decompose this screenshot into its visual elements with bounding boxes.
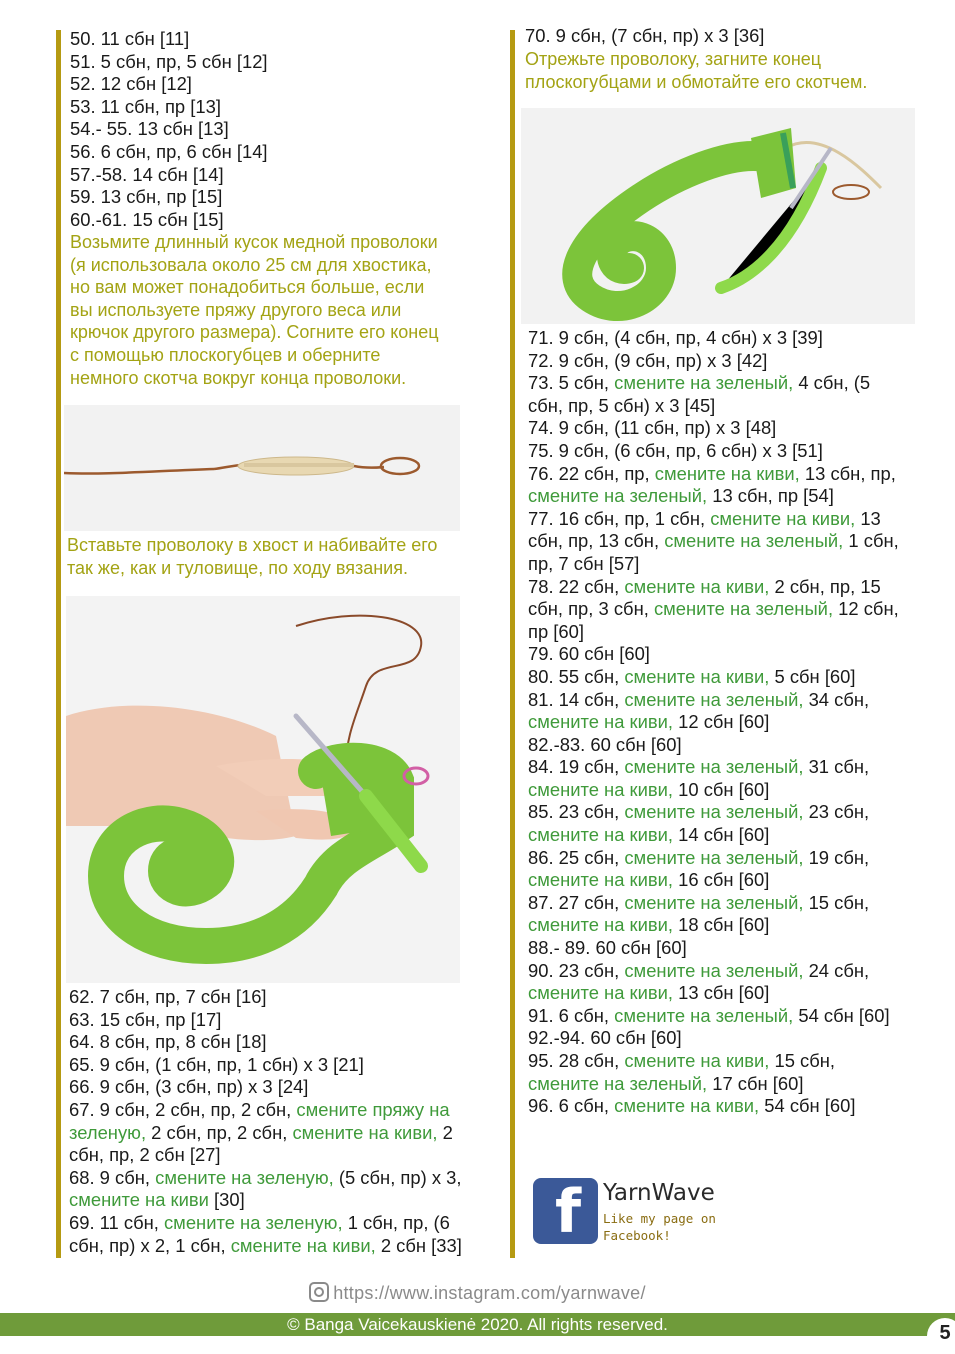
- pattern-row-line: [528, 508, 899, 531]
- stitch-text: 71. 9 сбн, (4 сбн, пр, 4 сбн) х 3 [39]: [528, 327, 823, 348]
- color-change-text: смените на киви,: [528, 824, 674, 846]
- pattern-row-line: [528, 1005, 899, 1028]
- color-change-text: смените на киви,: [528, 914, 674, 936]
- pattern-row-line: [528, 1073, 899, 1096]
- stitch-text: 18 сбн [60]: [673, 914, 770, 936]
- pattern-row-line: [528, 372, 899, 395]
- stitch-text: 90. 23 сбн,: [528, 959, 625, 981]
- stitch-text: 91. 6 сбн,: [528, 1004, 615, 1026]
- pattern-row-line: [528, 553, 899, 576]
- pattern-row-line: [528, 847, 899, 870]
- facebook-icon: f: [533, 1178, 598, 1244]
- pattern-row-line: [528, 982, 899, 1005]
- text-line: 54.- 55. 13 сбн [13]: [70, 118, 229, 140]
- facebook-badge[interactable]: [533, 1178, 733, 1248]
- pattern-row-line: [69, 1189, 462, 1212]
- pattern-row-line: [528, 1050, 899, 1073]
- stitch-text: 13 сбн, пр,: [799, 462, 896, 484]
- stitch-text: 68. 9 сбн,: [69, 1166, 156, 1188]
- stitch-text: 85. 23 сбн,: [528, 801, 625, 823]
- color-change-text: смените на зеленый,: [624, 756, 804, 778]
- pattern-row-line: [528, 960, 899, 983]
- stitch-text: 24 сбн,: [803, 959, 870, 981]
- text-line: 51. 5 сбн, пр, 5 сбн [12]: [70, 50, 268, 72]
- color-change-text: смените на зеленый,: [624, 891, 804, 913]
- pattern-row-line: [528, 869, 899, 892]
- text-line: 59. 13 сбн, пр [15]: [70, 186, 223, 208]
- color-change-text: смените на зеленый,: [528, 1072, 708, 1094]
- pattern-row-line: [69, 1212, 462, 1235]
- stitch-text: 79. 60 сбн [60]: [528, 643, 650, 665]
- stitch-text: 15 сбн,: [769, 1050, 836, 1071]
- stitch-text: 86. 25 сбн,: [528, 846, 625, 868]
- color-change-text: зеленую,: [69, 1121, 147, 1143]
- right-rows: [528, 327, 899, 1118]
- spiral-tail-illustration: [521, 108, 915, 324]
- text-line: так же, как и туловище, по ходу вязания.: [67, 557, 408, 578]
- text-line: немного скотча вокруг конца проволоки.: [70, 367, 407, 388]
- stitch-text: 54 сбн [60]: [759, 1095, 856, 1117]
- wire-instructions-note: [70, 231, 439, 389]
- text-line: с помощью плоскогубцев и оберните: [70, 344, 381, 365]
- stitch-text: 69. 11 сбн,: [69, 1211, 164, 1233]
- color-change-text: смените на киви,: [624, 665, 770, 687]
- stitch-text: 12 сбн,: [833, 598, 899, 620]
- color-change-text: смените пряжу на: [296, 1098, 450, 1120]
- wire-illustration: [64, 405, 460, 531]
- pattern-row-line: [528, 463, 899, 486]
- stitch-text: 64. 8 сбн, пр, 8 сбн [18]: [69, 1031, 267, 1053]
- instagram-url: https://www.instagram.com/yarnwave/: [333, 1283, 646, 1303]
- stitch-text: 75. 9 сбн, (6 сбн, пр, 6 сбн) х 3 [51]: [528, 439, 823, 461]
- pattern-row-line: [69, 1076, 462, 1099]
- copyright-text: © Banga Vaicekauskienė 2020. All rights reserved.: [287, 1315, 668, 1334]
- left-bottom-rows: [69, 986, 462, 1257]
- cut-wire-note: [525, 48, 867, 93]
- pattern-row-line: [528, 937, 899, 960]
- pattern-row-line: [528, 485, 899, 508]
- color-change-text: смените на киви,: [624, 1050, 770, 1071]
- row-line: 70. 9 сбн, (7 сбн, пр) х 3 [36]: [525, 25, 765, 46]
- stitch-text: 31 сбн,: [803, 756, 870, 778]
- text-line: 50. 11 сбн [11]: [70, 28, 190, 49]
- instagram-icon: [309, 1282, 329, 1302]
- stitch-text: сбн, пр, 13 сбн,: [528, 530, 665, 552]
- text-line: 52. 12 сбн [12]: [70, 73, 192, 95]
- pattern-row-line: [528, 666, 899, 689]
- pattern-row-line: [528, 327, 899, 350]
- color-change-text: смените на зеленый,: [624, 688, 804, 710]
- color-change-text: смените на киви,: [528, 778, 674, 800]
- stitch-text: 1 сбн, пр, (6: [342, 1211, 450, 1233]
- stitch-text: 19 сбн,: [803, 846, 870, 868]
- color-change-text: смените на зеленый,: [624, 801, 804, 823]
- color-change-text: смените на киви,: [614, 1095, 760, 1117]
- pattern-row-line: [69, 1031, 462, 1054]
- pattern-row-line: [528, 914, 899, 937]
- pattern-row-line: [528, 824, 899, 847]
- color-change-text: смените на киви,: [654, 462, 800, 484]
- text-line: Вставьте проволоку в хвост и набивайте его: [67, 535, 438, 555]
- pattern-row-line: [528, 417, 899, 440]
- copyright-bar: [0, 1313, 955, 1336]
- stitch-text: 66. 9 сбн, (3 сбн, пр) х 3 [24]: [69, 1076, 309, 1098]
- stitch-text: 13 сбн [60]: [673, 982, 770, 1004]
- row-70: [525, 25, 764, 48]
- stitch-text: 95. 28 сбн,: [528, 1050, 625, 1071]
- pattern-row-line: [528, 598, 899, 621]
- color-change-text: смените на киви,: [292, 1121, 438, 1143]
- color-change-text: смените на киви,: [528, 982, 674, 1004]
- stitch-text: 2: [437, 1121, 453, 1143]
- color-change-text: смените на киви,: [230, 1234, 376, 1256]
- text-line: 53. 11 сбн, пр [13]: [70, 95, 221, 117]
- stitch-text: 72. 9 сбн, (9 сбн, пр) х 3 [42]: [528, 349, 768, 371]
- pattern-row-line: [69, 1009, 462, 1032]
- stuffing-note: [67, 534, 437, 579]
- pattern-row-line: [69, 1122, 462, 1145]
- stitch-text: 96. 6 сбн,: [528, 1095, 615, 1117]
- color-change-text: смените на киви,: [624, 575, 770, 597]
- stitch-text: (5 сбн, пр) х 3,: [333, 1166, 462, 1188]
- stitch-text: 81. 14 сбн,: [528, 688, 625, 710]
- stitch-text: 54 сбн [60]: [793, 1004, 890, 1026]
- facebook-cta-line-1: Like my page on: [603, 1211, 716, 1226]
- text-line: вы используете пряжу другого веса или: [70, 299, 402, 320]
- pattern-row-line: [528, 1095, 899, 1118]
- pattern-row-line: [528, 689, 899, 712]
- stitch-text: 2 сбн [33]: [375, 1234, 462, 1256]
- stitch-text: 74. 9 сбн, (11 сбн, пр) х 3 [48]: [528, 417, 777, 439]
- stitch-text: 88.- 89. 60 сбн [60]: [528, 937, 687, 959]
- text-line: но вам может понадобиться больше, если: [70, 277, 425, 298]
- stitch-text: 76. 22 сбн, пр,: [528, 462, 655, 484]
- stitch-text: сбн, пр, 5 сбн) х 3 [45]: [528, 394, 716, 416]
- stitch-text: 63. 15 сбн, пр [17]: [69, 1008, 222, 1030]
- color-change-text: смените на зеленый,: [653, 598, 834, 620]
- spiral-tail-photo: [521, 108, 915, 324]
- stitch-text: 65. 9 сбн, (1 сбн, пр, 1 сбн) х 3 [21]: [69, 1053, 364, 1075]
- stitch-text: 13: [855, 507, 881, 529]
- pattern-row-line: [528, 801, 899, 824]
- instagram-link[interactable]: [0, 1282, 955, 1304]
- pattern-row-line: [528, 530, 899, 553]
- text-line: (я использовала около 25 см для хвостика,: [70, 254, 432, 275]
- stitch-text: 17 сбн [60]: [707, 1072, 804, 1094]
- text-line: плоскогубцами и обмотайте его скотчем.: [525, 71, 868, 92]
- stitch-text: [30]: [208, 1189, 245, 1211]
- text-line: Возьмите длинный кусок медной проволоки: [70, 232, 438, 252]
- pattern-row-line: [528, 779, 899, 802]
- pattern-row-line: [528, 643, 899, 666]
- stitch-text: 16 сбн [60]: [673, 869, 770, 891]
- color-change-text: смените на киви,: [528, 869, 674, 891]
- stitch-text: 2 сбн, пр, 2 сбн,: [146, 1121, 293, 1143]
- stitch-text: 82.-83. 60 сбн [60]: [528, 733, 682, 755]
- stitch-text: 78. 22 сбн,: [528, 575, 625, 597]
- color-change-text: смените на зеленый,: [614, 372, 794, 394]
- pattern-row-line: [528, 892, 899, 915]
- stitch-text: 62. 7 сбн, пр, 7 сбн [16]: [69, 986, 267, 1007]
- stitch-text: 1 сбн,: [843, 530, 899, 552]
- pattern-row-line: [528, 576, 899, 599]
- text-line: 56. 6 сбн, пр, 6 сбн [14]: [70, 140, 268, 162]
- pattern-row-line: [69, 1144, 462, 1167]
- stitch-text: пр [60]: [528, 620, 584, 642]
- pattern-row-line: [69, 986, 462, 1009]
- stitch-text: 23 сбн,: [803, 801, 870, 823]
- color-change-text: смените на зеленый,: [624, 846, 804, 868]
- stitch-text: 84. 19 сбн,: [528, 756, 625, 778]
- stitch-text: сбн, пр, 3 сбн,: [528, 598, 654, 620]
- color-change-text: смените на киви,: [710, 507, 856, 529]
- stitch-text: 14 сбн [60]: [673, 824, 770, 846]
- stitch-text: 80. 55 сбн,: [528, 665, 625, 687]
- stitch-text: 34 сбн,: [803, 688, 870, 710]
- brand-name: YarnWave: [603, 1180, 715, 1206]
- stitch-text: пр, 7 сбн [57]: [528, 552, 640, 574]
- text-line: Отрежьте проволоку, загните конец: [525, 49, 822, 69]
- pattern-row-line: [69, 1054, 462, 1077]
- pattern-row-line: [69, 1099, 462, 1122]
- copper-wire-photo: [64, 405, 460, 531]
- pattern-row-line: [69, 1235, 462, 1258]
- right-column-bar: [510, 30, 515, 1258]
- stitch-text: 13 сбн, пр [54]: [707, 485, 834, 507]
- color-change-text: смените на зеленый,: [528, 485, 708, 507]
- hand-crochet-illustration: [66, 596, 460, 983]
- pattern-row-line: [528, 711, 899, 734]
- stitch-text: 67. 9 сбн, 2 сбн, пр, 2 сбн,: [69, 1098, 297, 1120]
- stitch-text: 4 сбн, (5: [793, 372, 871, 394]
- page-number: 5: [927, 1318, 955, 1354]
- pattern-row-line: [69, 1167, 462, 1190]
- pattern-row-line: [528, 756, 899, 779]
- color-change-text: смените на зеленую,: [163, 1211, 343, 1233]
- color-change-text: смените на зеленый,: [664, 530, 844, 552]
- stitch-text: 87. 27 сбн,: [528, 891, 625, 913]
- stitch-text: 12 сбн [60]: [673, 711, 770, 733]
- pattern-row-line: [528, 734, 899, 757]
- pattern-row-line: [528, 1027, 899, 1050]
- facebook-cta-line-2: Facebook!: [603, 1228, 671, 1243]
- stitch-text: 10 сбн [60]: [673, 778, 770, 800]
- stitch-text: 5 сбн [60]: [769, 665, 856, 687]
- stitch-text: 2 сбн, пр, 15: [769, 575, 881, 597]
- color-change-text: смените на зеленую,: [155, 1166, 334, 1188]
- stitch-text: 15 сбн,: [803, 891, 870, 913]
- left-top-rows: [70, 28, 268, 231]
- pattern-row-line: [528, 350, 899, 373]
- stitch-text: 77. 16 сбн, пр, 1 сбн,: [528, 507, 711, 529]
- stitch-text: сбн, пр) х 2, 1 сбн,: [69, 1234, 231, 1256]
- text-line: 57.-58. 14 сбн [14]: [70, 163, 224, 185]
- stitch-text: 73. 5 сбн,: [528, 372, 615, 394]
- text-line: 60.-61. 15 сбн [15]: [70, 208, 224, 230]
- color-change-text: смените на зеленый,: [614, 1004, 794, 1026]
- text-line: крючок другого размера). Согните его конец: [70, 322, 439, 343]
- color-change-text: смените на зеленый,: [624, 959, 804, 981]
- color-change-text: смените на киви: [69, 1189, 209, 1211]
- stitch-text: сбн, пр, 2 сбн [27]: [69, 1144, 221, 1166]
- color-change-text: смените на киви,: [528, 711, 674, 733]
- stitch-text: 92.-94. 60 сбн [60]: [528, 1027, 682, 1049]
- left-column-bar: [56, 30, 61, 1258]
- pattern-row-line: [528, 440, 899, 463]
- crochet-tail-hand-photo: [66, 596, 460, 983]
- pattern-row-line: [528, 621, 899, 644]
- pattern-row-line: [528, 395, 899, 418]
